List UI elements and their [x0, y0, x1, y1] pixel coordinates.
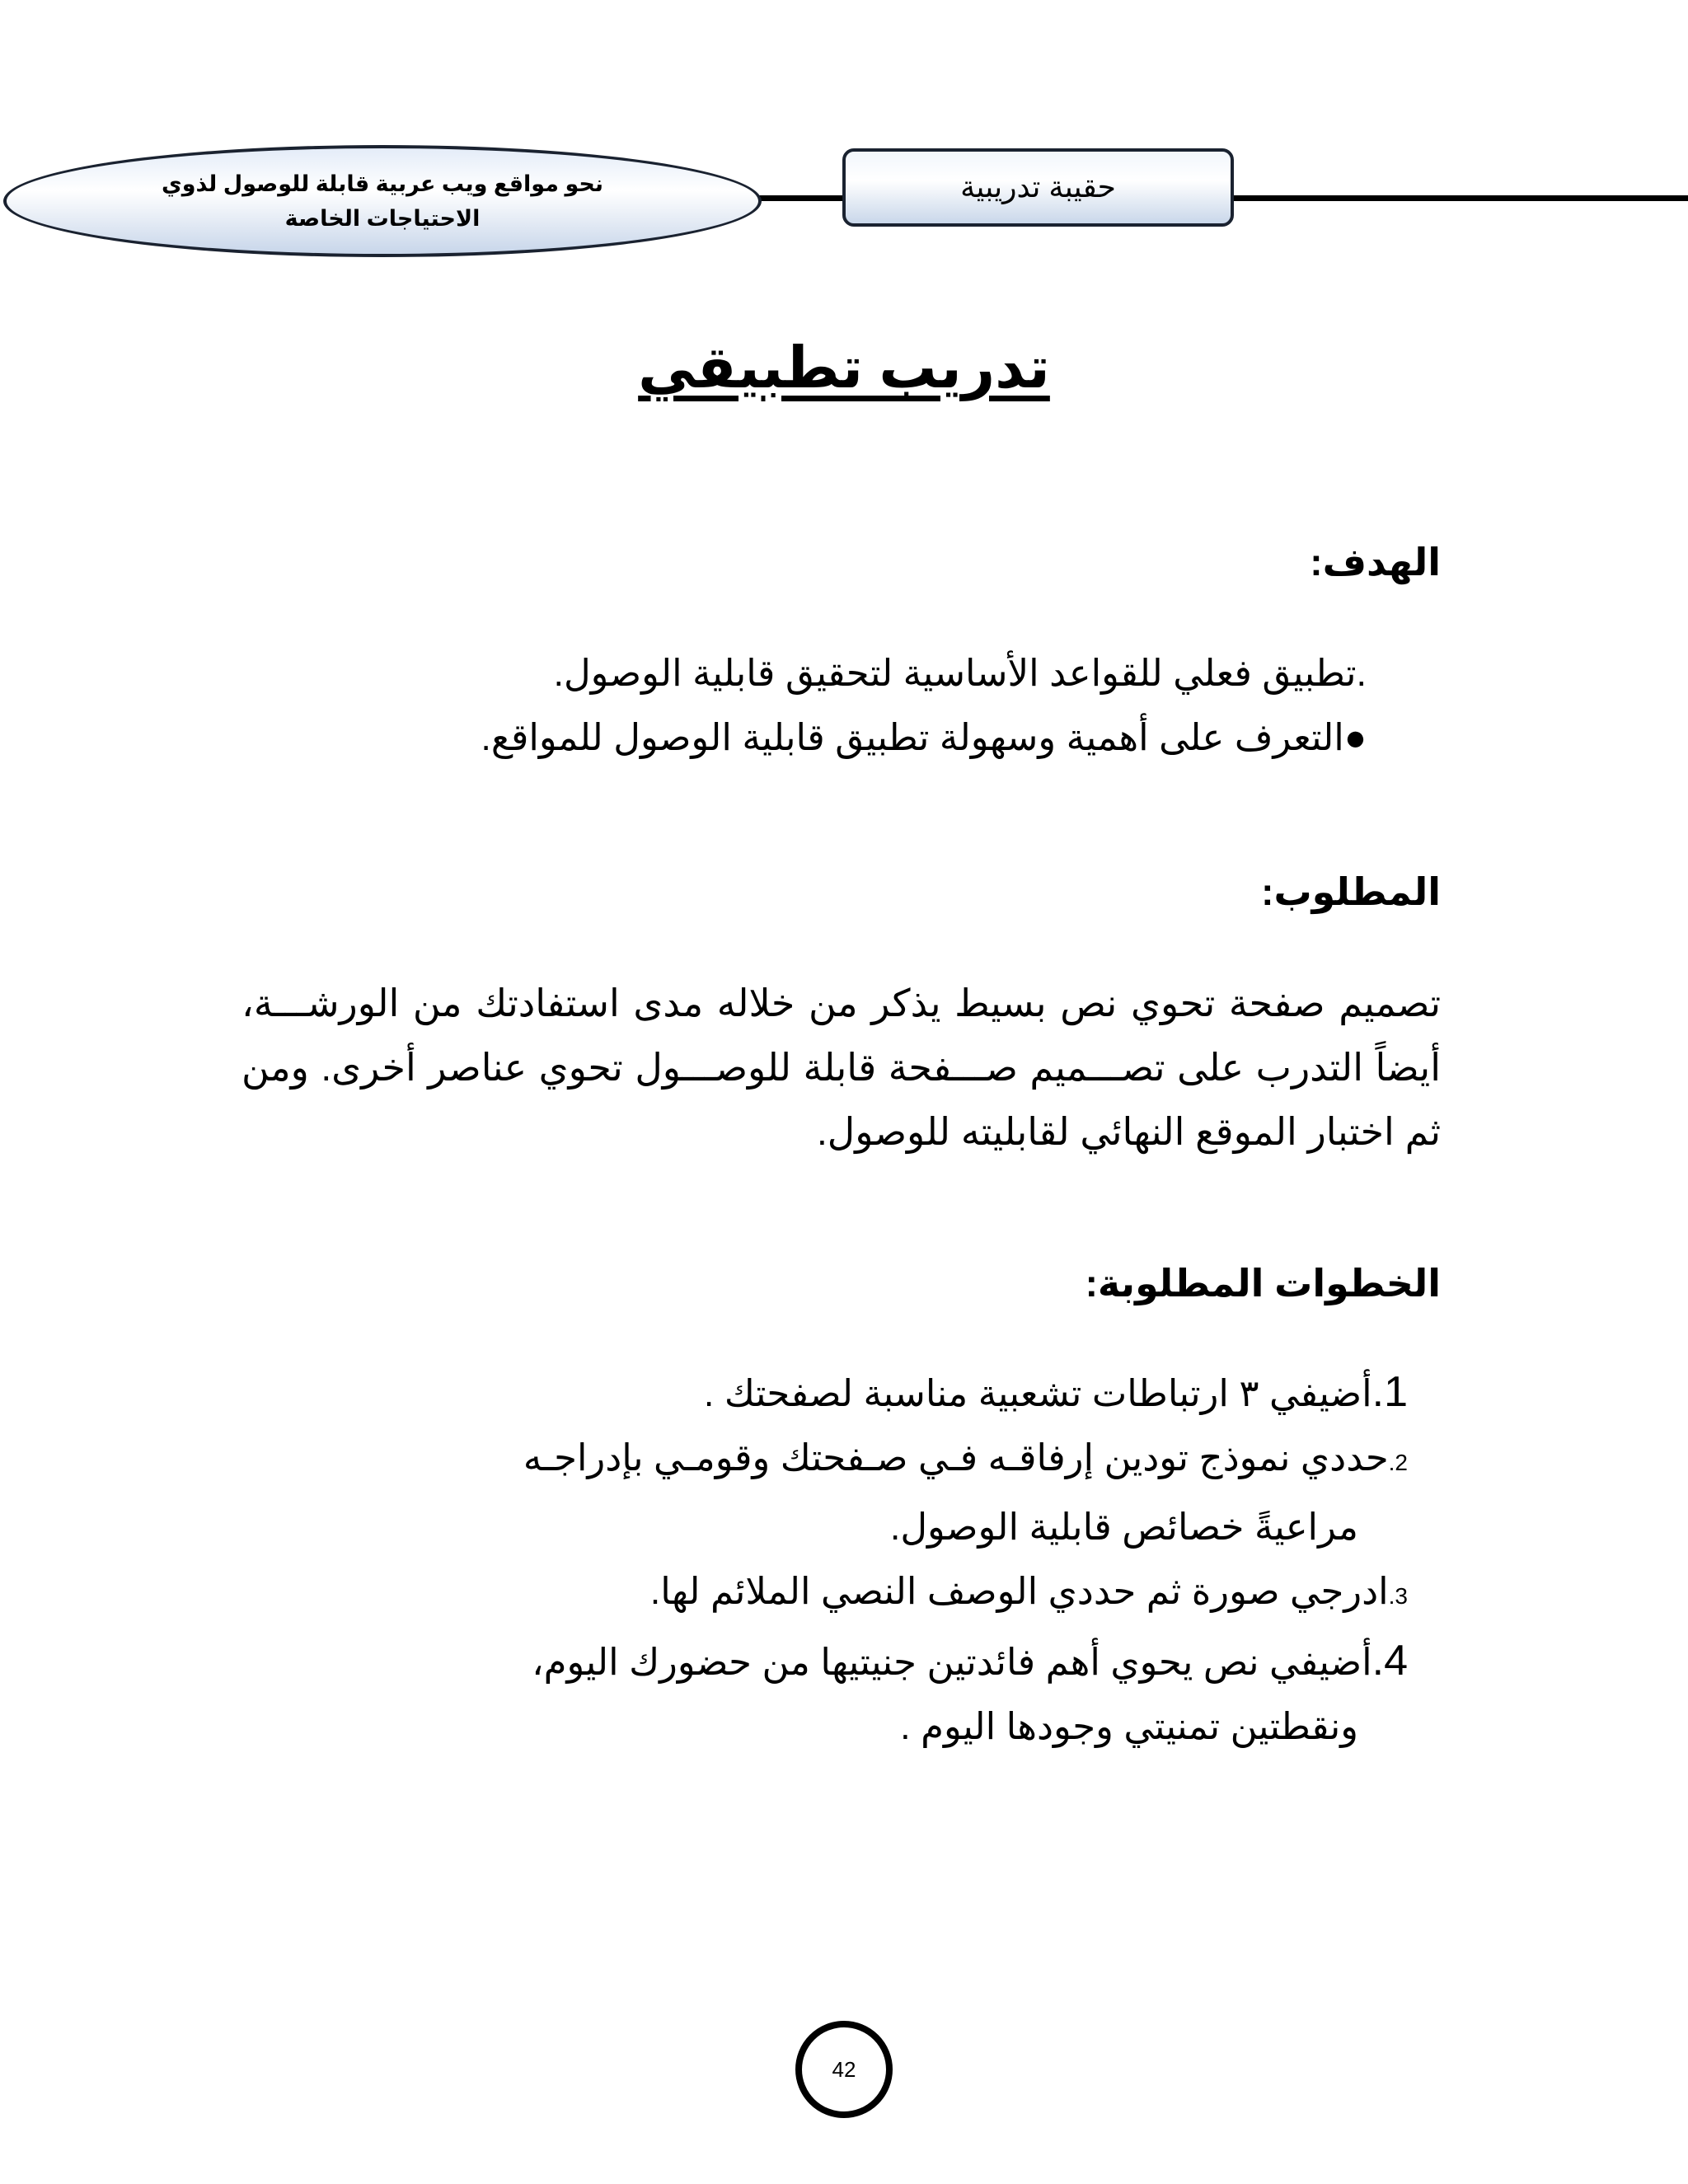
steps-list [254, 1360, 1408, 1759]
header-oval-line2: الاحتياجات الخاصة [284, 206, 481, 231]
required-heading: المطلوب: [1261, 870, 1441, 913]
goal-heading: الهدف: [1310, 541, 1441, 583]
header-oval-text [73, 166, 692, 236]
required-paragraph: تصميم صفحة تحوي نص بسيط يذكر من خلاله مدى استفادتك من الورشـــة، أيضاً التدرب على تصـــميم صـــفحة قابلة للوصـــول تحوي عناصر أخرى. ومن ثم اختبار الموقع النهائي لقابليته للوصول. [241, 982, 1441, 1153]
step-3 [254, 1559, 1408, 1629]
step-2 [254, 1426, 1408, 1495]
step-4-continuation: ونقطتين تمنيتي وجودها اليوم . [900, 1705, 1358, 1747]
header-oval-line1: نحو مواقع ويب عربية قابلة للوصول لذوي [162, 171, 603, 196]
step-2-continuation: مراعيةً خصائص قابلية الوصول. [889, 1506, 1358, 1548]
goal-item-1: .تطبيق فعلي للقواعد الأساسية لتحقيق قابلية الوصول. [553, 652, 1367, 694]
step-4-text: أضيفي نص يحوي أهم فائدتين جنيتيها من حضورك اليوم، [532, 1641, 1372, 1683]
header-tab: حقيبة تدريبية [842, 148, 1234, 227]
step-1-number: 1. [1372, 1368, 1408, 1416]
step-2-text: حددي نموذج تودين إرفاقـه فـي صـفحتك وقومـي بإدراجـه [523, 1436, 1389, 1479]
step-3-text: ادرجي صورة ثم حددي الوصف النصي الملائم لها. [649, 1570, 1389, 1612]
page-title: تدريب تطبيقي [638, 335, 1050, 400]
step-2-number: 2. [1388, 1450, 1408, 1475]
header-rule-connector [758, 195, 849, 201]
steps-heading: الخطوات المطلوبة: [1085, 1262, 1441, 1305]
goal-item-2: ●التعرف على أهمية وسهولة تطبيق قابلية الوصول للمواقع. [481, 716, 1367, 758]
step-4 [254, 1629, 1408, 1694]
goal-list [481, 641, 1367, 770]
page-number: 42 [795, 2021, 893, 2118]
step-3-number: 3. [1388, 1583, 1408, 1609]
step-1 [254, 1360, 1408, 1426]
header-oval [3, 145, 762, 257]
step-4-number: 4. [1372, 1637, 1408, 1685]
step-1-text: أضيفي ٣ ارتباطات تشعبية مناسبة لصفحتك . [703, 1372, 1372, 1414]
